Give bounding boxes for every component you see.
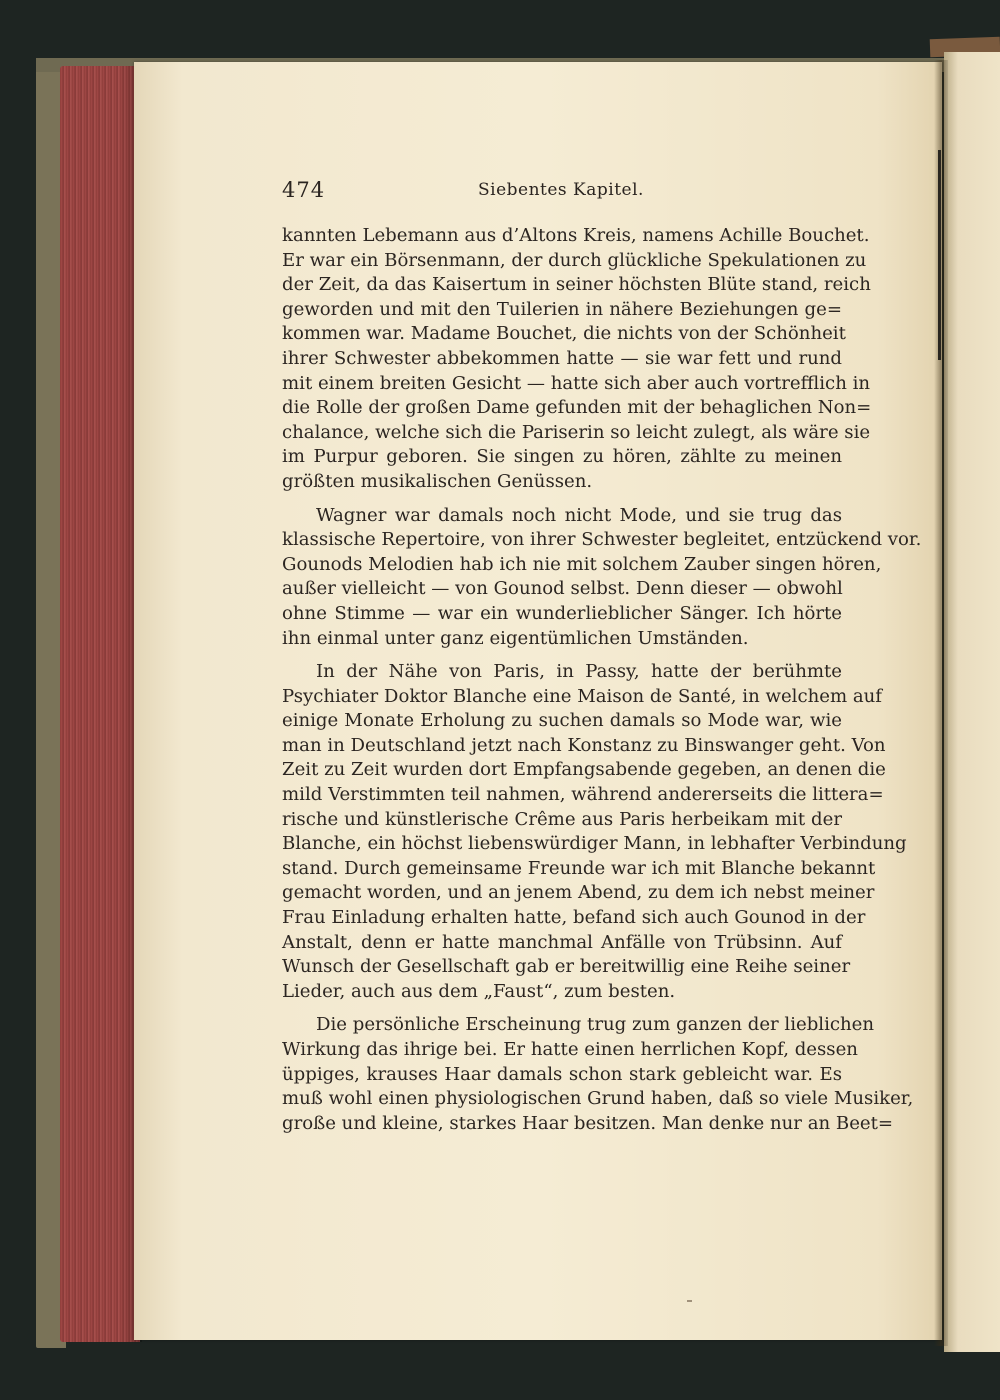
text-line: die Rolle der großen Dame gefunden mit der behaglichen Non= bbox=[282, 397, 872, 419]
text-line: im Purpur geboren. Sie singen zu hören, zählte zu meinen bbox=[282, 446, 842, 468]
paragraph bbox=[282, 660, 907, 1004]
facing-page bbox=[944, 52, 1000, 1352]
text-line: muß wohl einen physiologischen Grund haben, daß so viele Musiker, bbox=[282, 1088, 914, 1110]
text-line: ihn einmal unter ganz eigentümlichen Umständen. bbox=[282, 627, 749, 649]
text-line: geworden und mit den Tuilerien in nähere Beziehungen ge= bbox=[282, 298, 842, 320]
text-line: Frau Einladung erhalten hatte, befand sich auch Gounod in der bbox=[282, 907, 866, 929]
text-line: Die persönliche Erscheinung trug zum ganzen der lieblichen bbox=[316, 1014, 875, 1036]
text-line: Gounods Melodien hab ich nie mit solchem Zauber singen hören, bbox=[282, 553, 882, 575]
text-line: Wagner war damals noch nicht Mode, und sie trug das bbox=[316, 504, 842, 526]
running-header bbox=[282, 178, 842, 208]
body-text bbox=[282, 224, 922, 1136]
text-line: außer vielleicht — von Gounod selbst. Denn dieser — obwohl bbox=[282, 578, 843, 600]
text-line: In der Nähe von Paris, in Passy, hatte der berühmte bbox=[316, 661, 842, 683]
text-line: chalance, welche sich die Pariserin so leicht zulegt, als wäre sie bbox=[282, 421, 871, 443]
chapter-title: Siebentes Kapitel. bbox=[478, 180, 644, 200]
text-line: mit einem breiten Gesicht — hatte sich aber auch vortrefflich in bbox=[282, 372, 871, 394]
text-line: Psychiater Doktor Blanche eine Maison de Santé, in welchem auf bbox=[282, 685, 883, 707]
binding-shadow bbox=[938, 150, 941, 360]
text-line: üppiges, krauses Haar damals schon stark gebleicht war. Es bbox=[282, 1063, 842, 1085]
text-line: einige Monate Erholung zu suchen damals so Mode war, wie bbox=[282, 710, 842, 732]
paragraph bbox=[282, 1013, 914, 1136]
text-line: mild Verstimmten teil nahmen, während andererseits die littera= bbox=[282, 784, 884, 806]
text-line: der Zeit, da das Kaisertum in seiner höchsten Blüte stand, reich bbox=[282, 274, 871, 296]
text-line: Er war ein Börsenmann, der durch glückliche Spekulationen zu bbox=[282, 249, 867, 271]
text-line: Lieder, auch aus dem „Faust“, zum besten. bbox=[282, 980, 676, 1002]
text-line: Wirkung das ihrige bei. Er hatte einen herrlichen Kopf, dessen bbox=[282, 1039, 858, 1060]
text-line: Anstalt, denn er hatte manchmal Anfälle von Trübsinn. Auf bbox=[282, 931, 842, 953]
text-line: klassische Repertoire, von ihrer Schwester begleitet, entzückend vor. bbox=[282, 529, 922, 551]
paragraph bbox=[282, 504, 922, 652]
text-line: ohne Stimme — war ein wunderlieblicher Sänger. Ich hörte bbox=[282, 602, 842, 624]
text-line: größten musikalischen Genüssen. bbox=[282, 470, 593, 492]
text-line: stand. Durch gemeinsame Freunde war ich mit Blanche bekannt bbox=[282, 857, 876, 879]
page-number: 474 bbox=[282, 178, 326, 202]
text-line: kannten Lebemann aus d’Altons Kreis, namens Achille Bouchet. bbox=[282, 225, 870, 246]
text-line: rische und künstlerische Crême aus Paris herbeikam mit der bbox=[282, 808, 842, 830]
text-line: große und kleine, starkes Haar besitzen. Man denke nur an Beet= bbox=[282, 1112, 894, 1134]
page-gutter bbox=[934, 60, 948, 1346]
text-line: ihrer Schwester abbekommen hatte — sie war fett und rund bbox=[282, 347, 842, 369]
paper-speck bbox=[687, 1300, 692, 1302]
text-line: kommen war. Madame Bouchet, die nichts von der Schönheit bbox=[282, 323, 846, 345]
text-line: Blanche, ein höchst liebenswürdiger Mann, in lebhafter Verbindung bbox=[282, 833, 907, 855]
paragraph bbox=[282, 224, 872, 495]
text-line: Wunsch der Gesellschaft gab er bereitwillig eine Reihe seiner bbox=[282, 956, 851, 978]
text-line: gemacht worden, und an jenem Abend, zu dem ich nebst meiner bbox=[282, 882, 875, 904]
text-line: Zeit zu Zeit wurden dort Empfangsabende gegeben, an denen die bbox=[282, 759, 886, 781]
text-line: man in Deutschland jetzt nach Konstanz zu Binswanger geht. Von bbox=[282, 734, 886, 756]
